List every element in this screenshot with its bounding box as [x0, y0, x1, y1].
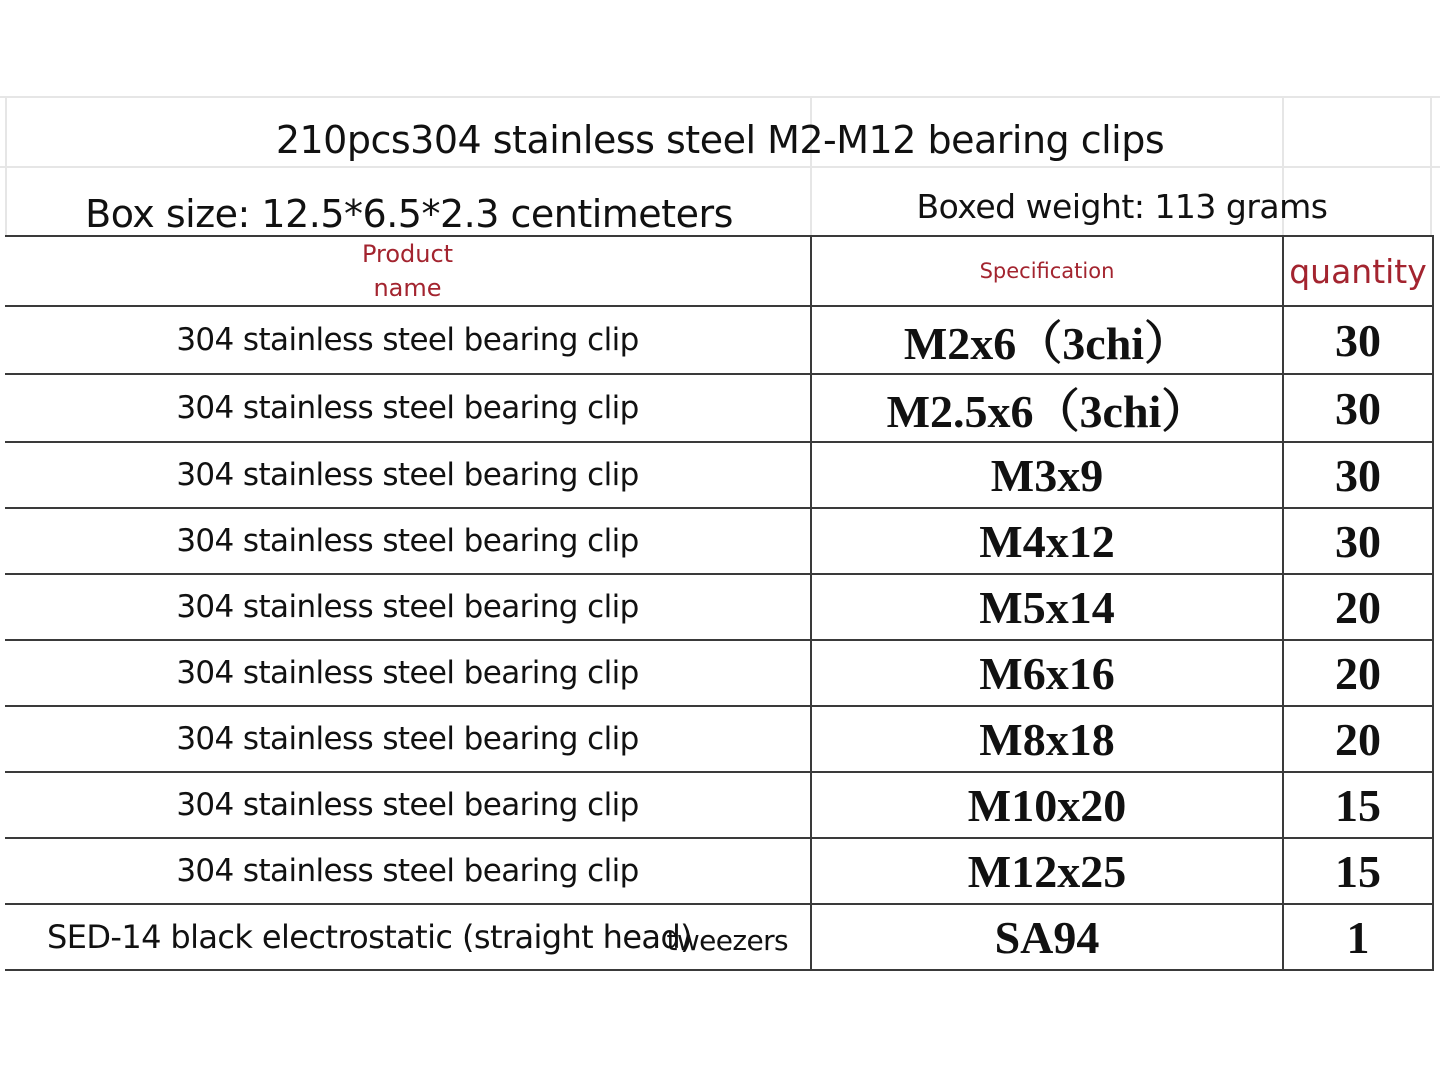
- specification-cell: M8x18: [811, 706, 1283, 772]
- specification-cell: M2x6（3chi）: [811, 306, 1283, 374]
- product-name-cell: 304 stainless steel bearing clip: [5, 306, 811, 374]
- quantity-cell: 15: [1283, 838, 1433, 904]
- table-row: [5, 640, 1433, 706]
- table-row-tweezers: [5, 904, 1433, 970]
- header-product-name-line1: Product: [361, 240, 454, 268]
- product-name-cell: 304 stainless steel bearing clip: [5, 442, 811, 508]
- quantity-cell: 30: [1283, 508, 1433, 574]
- header-quantity: quantity: [1283, 236, 1433, 306]
- product-name-cell: 304 stainless steel bearing clip: [5, 574, 811, 640]
- box-size-text: Box size: 12.5*6.5*2.3 centimeters: [85, 192, 733, 236]
- table-row: [5, 574, 1433, 640]
- table-row: [5, 374, 1433, 442]
- product-name-cell: [5, 904, 811, 970]
- specification-cell: M12x25: [811, 838, 1283, 904]
- product-name-cell: 304 stainless steel bearing clip: [5, 508, 811, 574]
- product-name-cell: 304 stainless steel bearing clip: [5, 640, 811, 706]
- quantity-cell: 30: [1283, 442, 1433, 508]
- tweezers-name: SED-14 black electrostatic (straight head): [47, 918, 693, 956]
- header-specification: Specification: [811, 236, 1283, 306]
- document-title: 210pcs304 stainless steel M2-M12 bearing clips: [275, 118, 1165, 162]
- quantity-cell: 1: [1283, 904, 1433, 970]
- specification-cell: M4x12: [811, 508, 1283, 574]
- specification-cell: M6x16: [811, 640, 1283, 706]
- product-name-cell: 304 stainless steel bearing clip: [5, 772, 811, 838]
- quantity-cell: 15: [1283, 772, 1433, 838]
- table-row: [5, 838, 1433, 904]
- table-row: [5, 442, 1433, 508]
- specification-cell: M3x9: [811, 442, 1283, 508]
- table-row: [5, 706, 1433, 772]
- table-row: [5, 306, 1433, 374]
- quantity-cell: 30: [1283, 306, 1433, 374]
- specification-cell: M5x14: [811, 574, 1283, 640]
- boxed-weight-text: Boxed weight: 113 grams: [916, 187, 1328, 226]
- quantity-cell: 20: [1283, 574, 1433, 640]
- specification-cell: M10x20: [811, 772, 1283, 838]
- quantity-cell: 20: [1283, 640, 1433, 706]
- spec-table: [5, 235, 1434, 971]
- quantity-cell: 20: [1283, 706, 1433, 772]
- table-header-row: [5, 236, 1433, 306]
- header-product-name-line2: name: [373, 274, 442, 302]
- table-row: [5, 772, 1433, 838]
- product-name-cell: 304 stainless steel bearing clip: [5, 838, 811, 904]
- specification-cell: M2.5x6（3chi）: [811, 374, 1283, 442]
- tweezers-name-extra: tweezers: [666, 924, 788, 957]
- specification-cell: SA94: [811, 904, 1283, 970]
- sheet-gridline: [0, 96, 1440, 98]
- table-row: [5, 508, 1433, 574]
- quantity-cell: 30: [1283, 374, 1433, 442]
- product-name-cell: 304 stainless steel bearing clip: [5, 706, 811, 772]
- header-product-name: [5, 236, 811, 306]
- product-name-cell: 304 stainless steel bearing clip: [5, 374, 811, 442]
